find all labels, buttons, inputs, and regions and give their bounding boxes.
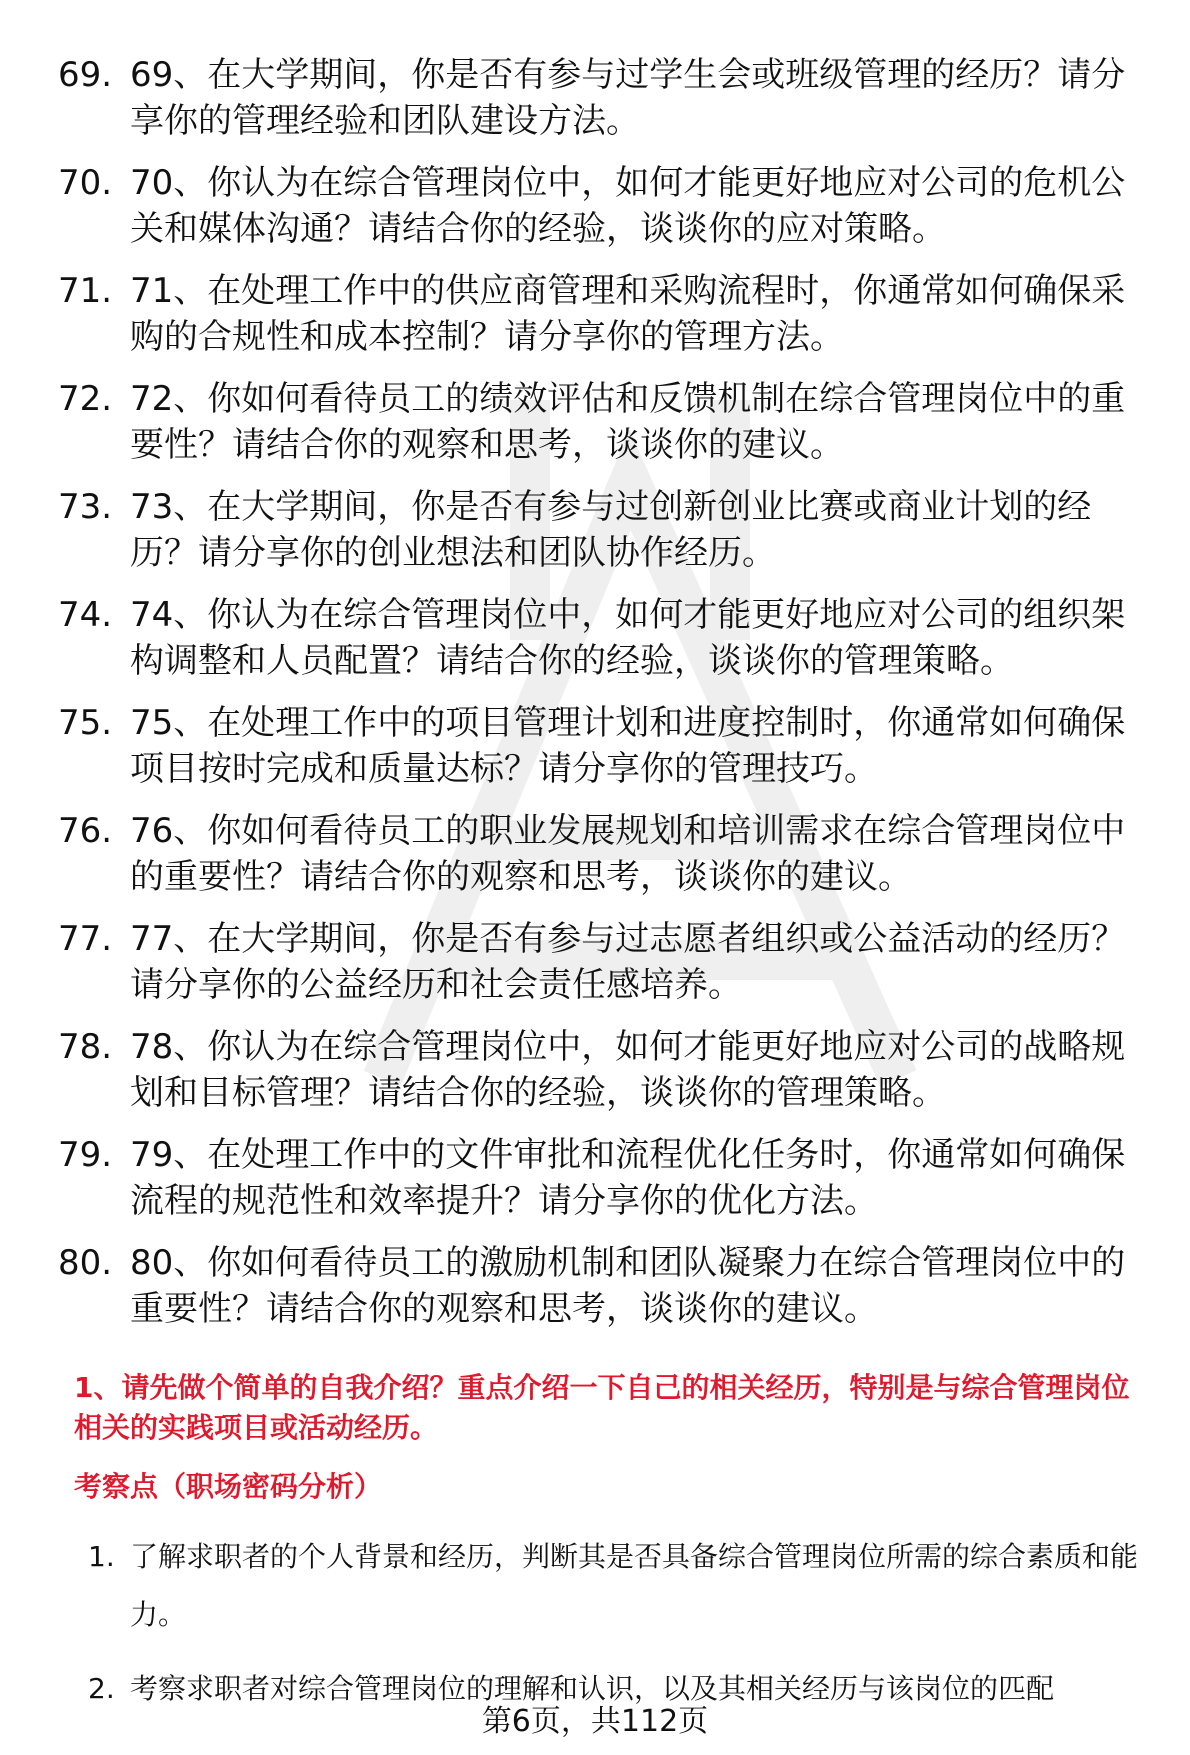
list-item xyxy=(88,1528,1158,1644)
item-text: 74、你认为在综合管理岗位中，如何才能更好地应对公司的组织架构调整和人员配置？请结合你的经验，谈谈你的管理策略。 xyxy=(130,595,1126,681)
item-text: 79、在处理工作中的文件审批和流程优化任务时，你通常如何确保流程的规范性和效率提升？请分享你的优化方法。 xyxy=(130,1135,1126,1221)
list-item xyxy=(58,484,1158,576)
item-text: 70、你认为在综合管理岗位中，如何才能更好地应对公司的危机公关和媒体沟通？请结合你的经验，谈谈你的应对策略。 xyxy=(130,163,1126,249)
item-text: 80、你如何看待员工的激励机制和团队凝聚力在综合管理岗位中的重要性？请结合你的观察和思考，谈谈你的建议。 xyxy=(130,1243,1126,1329)
list-item xyxy=(58,1132,1158,1224)
item-text: 75、在处理工作中的项目管理计划和进度控制时，你通常如何确保项目按时完成和质量达标？请分享你的管理技巧。 xyxy=(130,703,1126,789)
list-item xyxy=(58,700,1158,792)
item-number: 74. xyxy=(58,595,113,635)
item-text: 71、在处理工作中的供应商管理和采购流程时，你通常如何确保采购的合规性和成本控制？请分享你的管理方法。 xyxy=(130,271,1126,357)
item-text: 了解求职者的个人背景和经历，判断其是否具备综合管理岗位所需的综合素质和能力。 xyxy=(130,1540,1139,1631)
item-number: 69. xyxy=(58,55,113,95)
list-item xyxy=(58,52,1158,144)
list-item xyxy=(58,376,1158,468)
list-item xyxy=(58,160,1158,252)
item-number: 70. xyxy=(58,163,113,203)
list-item xyxy=(58,1024,1158,1116)
list-item xyxy=(58,1240,1158,1332)
item-number: 2. xyxy=(88,1672,115,1705)
item-number: 76. xyxy=(58,811,113,851)
answer-question-heading: 1、请先做个简单的自我介绍？重点介绍一下自己的相关经历，特别是与综合管理岗位相关的实践项目或活动经历。 xyxy=(74,1371,1130,1444)
item-number: 1. xyxy=(88,1540,115,1573)
page-footer: 第6页，共112页 xyxy=(481,1704,709,1739)
item-number: 77. xyxy=(58,919,113,959)
list-item xyxy=(58,592,1158,684)
item-text: 69、在大学期间，你是否有参与过学生会或班级管理的经历？请分享你的管理经验和团队建设方法。 xyxy=(130,55,1126,141)
assessment-points-heading: 考察点（职场密码分析） xyxy=(74,1470,383,1503)
item-text: 考察求职者对综合管理岗位的理解和认识，以及其相关经历与该岗位的匹配 xyxy=(130,1672,1055,1705)
item-number: 75. xyxy=(58,703,113,743)
item-text: 73、在大学期间，你是否有参与过创新创业比赛或商业计划的经历？请分享你的创业想法和团队协作经历。 xyxy=(130,487,1092,573)
list-item xyxy=(58,916,1158,1008)
list-item xyxy=(58,808,1158,900)
item-text: 72、你如何看待员工的绩效评估和反馈机制在综合管理岗位中的重要性？请结合你的观察和思考，谈谈你的建议。 xyxy=(130,379,1126,465)
item-text: 77、在大学期间，你是否有参与过志愿者组织或公益活动的经历？请分享你的公益经历和社会责任感培养。 xyxy=(130,919,1126,1005)
item-number: 73. xyxy=(58,487,113,527)
item-text: 76、你如何看待员工的职业发展规划和培训需求在综合管理岗位中的重要性？请结合你的观察和思考，谈谈你的建议。 xyxy=(130,811,1126,897)
item-number: 78. xyxy=(58,1027,113,1067)
list-item xyxy=(58,268,1158,360)
item-number: 72. xyxy=(58,379,113,419)
item-number: 80. xyxy=(58,1243,113,1283)
item-text: 78、你认为在综合管理岗位中，如何才能更好地应对公司的战略规划和目标管理？请结合你的经验，谈谈你的管理策略。 xyxy=(130,1027,1126,1113)
question-list xyxy=(58,52,1158,1348)
item-number: 79. xyxy=(58,1135,113,1175)
item-number: 71. xyxy=(58,271,113,311)
